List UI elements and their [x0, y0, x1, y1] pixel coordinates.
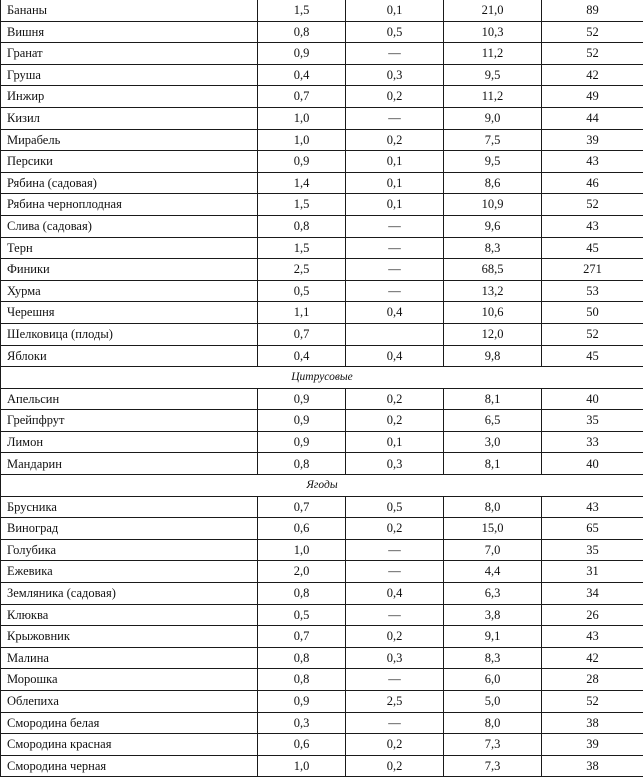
- carbs-cell: 68,5: [444, 259, 542, 281]
- protein-cell: 0,9: [258, 431, 346, 453]
- table-row: [1, 755, 643, 777]
- fat-cell: 0,4: [346, 302, 444, 324]
- fat-cell: 0,1: [346, 194, 444, 216]
- protein-cell: 0,9: [258, 691, 346, 713]
- fat-cell: —: [346, 561, 444, 583]
- carbs-cell: 6,5: [444, 410, 542, 432]
- product-name-cell: Смородина белая: [1, 712, 258, 734]
- table-row: [1, 453, 643, 475]
- product-name-cell: Кизил: [1, 107, 258, 129]
- carbs-cell: 8,0: [444, 496, 542, 518]
- protein-cell: 0,7: [258, 86, 346, 108]
- section-title: Ягоды: [1, 475, 643, 497]
- fat-cell: [346, 323, 444, 345]
- table-row: [1, 280, 643, 302]
- fat-cell: 0,5: [346, 21, 444, 43]
- carbs-cell: 8,0: [444, 712, 542, 734]
- protein-cell: 0,6: [258, 734, 346, 756]
- fat-cell: 0,2: [346, 518, 444, 540]
- product-name-cell: Вишня: [1, 21, 258, 43]
- product-name-cell: Персики: [1, 151, 258, 173]
- product-name-cell: Облепиха: [1, 691, 258, 713]
- table-row: [1, 237, 643, 259]
- fat-cell: 0,4: [346, 583, 444, 605]
- product-name-cell: Голубика: [1, 539, 258, 561]
- kcal-cell: 35: [542, 410, 643, 432]
- table-row: [1, 604, 643, 626]
- table-row: [1, 151, 643, 173]
- table-row: [1, 194, 643, 216]
- carbs-cell: 3,8: [444, 604, 542, 626]
- kcal-cell: 39: [542, 734, 643, 756]
- table-row: [1, 712, 643, 734]
- carbs-cell: 3,0: [444, 431, 542, 453]
- fat-cell: —: [346, 43, 444, 65]
- protein-cell: 1,0: [258, 755, 346, 777]
- product-name-cell: Терн: [1, 237, 258, 259]
- kcal-cell: 52: [542, 323, 643, 345]
- kcal-cell: 42: [542, 64, 643, 86]
- kcal-cell: 52: [542, 194, 643, 216]
- kcal-cell: 52: [542, 691, 643, 713]
- table-row: [1, 21, 643, 43]
- kcal-cell: 43: [542, 496, 643, 518]
- carbs-cell: 9,5: [444, 64, 542, 86]
- fat-cell: 0,2: [346, 388, 444, 410]
- kcal-cell: 35: [542, 539, 643, 561]
- product-name-cell: Крыжовник: [1, 626, 258, 648]
- table-row: [1, 107, 643, 129]
- kcal-cell: 45: [542, 345, 643, 367]
- protein-cell: 0,7: [258, 323, 346, 345]
- product-name-cell: Рябина черноплодная: [1, 194, 258, 216]
- kcal-cell: 42: [542, 647, 643, 669]
- carbs-cell: 11,2: [444, 86, 542, 108]
- fat-cell: —: [346, 669, 444, 691]
- protein-cell: 0,4: [258, 345, 346, 367]
- kcal-cell: 46: [542, 172, 643, 194]
- protein-cell: 1,5: [258, 237, 346, 259]
- carbs-cell: 8,3: [444, 237, 542, 259]
- protein-cell: 0,8: [258, 21, 346, 43]
- kcal-cell: 40: [542, 388, 643, 410]
- table-row: [1, 302, 643, 324]
- protein-cell: 0,8: [258, 583, 346, 605]
- table-row: [1, 669, 643, 691]
- fat-cell: 0,3: [346, 647, 444, 669]
- carbs-cell: 9,6: [444, 215, 542, 237]
- protein-cell: 0,8: [258, 669, 346, 691]
- product-name-cell: Брусника: [1, 496, 258, 518]
- carbs-cell: 9,8: [444, 345, 542, 367]
- product-name-cell: Слива (садовая): [1, 215, 258, 237]
- protein-cell: 0,4: [258, 64, 346, 86]
- kcal-cell: 89: [542, 0, 643, 21]
- fat-cell: —: [346, 215, 444, 237]
- carbs-cell: 12,0: [444, 323, 542, 345]
- table-row: [1, 518, 643, 540]
- carbs-cell: 15,0: [444, 518, 542, 540]
- table-row: [1, 43, 643, 65]
- kcal-cell: 33: [542, 431, 643, 453]
- carbs-cell: 21,0: [444, 0, 542, 21]
- product-name-cell: Земляника (садовая): [1, 583, 258, 605]
- table-row: [1, 561, 643, 583]
- kcal-cell: 45: [542, 237, 643, 259]
- protein-cell: 0,3: [258, 712, 346, 734]
- protein-cell: 0,7: [258, 626, 346, 648]
- table-row: [1, 734, 643, 756]
- protein-cell: 1,5: [258, 0, 346, 21]
- product-name-cell: Апельсин: [1, 388, 258, 410]
- product-name-cell: Груша: [1, 64, 258, 86]
- carbs-cell: 6,0: [444, 669, 542, 691]
- fat-cell: 0,2: [346, 129, 444, 151]
- carbs-cell: 11,2: [444, 43, 542, 65]
- table-row: [1, 64, 643, 86]
- fat-cell: 0,2: [346, 410, 444, 432]
- fat-cell: 0,2: [346, 86, 444, 108]
- kcal-cell: 271: [542, 259, 643, 281]
- carbs-cell: 10,9: [444, 194, 542, 216]
- fat-cell: —: [346, 259, 444, 281]
- table-row: [1, 259, 643, 281]
- table-row: [1, 539, 643, 561]
- fat-cell: 0,1: [346, 431, 444, 453]
- protein-cell: 1,5: [258, 194, 346, 216]
- table-row: [1, 431, 643, 453]
- carbs-cell: 7,5: [444, 129, 542, 151]
- carbs-cell: 7,3: [444, 755, 542, 777]
- kcal-cell: 44: [542, 107, 643, 129]
- fat-cell: 0,2: [346, 626, 444, 648]
- protein-cell: 0,6: [258, 518, 346, 540]
- table-row: [1, 691, 643, 713]
- kcal-cell: 40: [542, 453, 643, 475]
- product-name-cell: Хурма: [1, 280, 258, 302]
- carbs-cell: 7,3: [444, 734, 542, 756]
- kcal-cell: 38: [542, 712, 643, 734]
- fat-cell: —: [346, 280, 444, 302]
- protein-cell: 1,0: [258, 539, 346, 561]
- protein-cell: 1,0: [258, 129, 346, 151]
- fat-cell: 0,3: [346, 64, 444, 86]
- kcal-cell: 31: [542, 561, 643, 583]
- product-name-cell: Мирабель: [1, 129, 258, 151]
- nutrition-table-body: [1, 0, 643, 777]
- protein-cell: 0,5: [258, 280, 346, 302]
- product-name-cell: Клюква: [1, 604, 258, 626]
- kcal-cell: 52: [542, 43, 643, 65]
- fat-cell: —: [346, 604, 444, 626]
- table-row: [1, 388, 643, 410]
- kcal-cell: 43: [542, 215, 643, 237]
- product-name-cell: Смородина красная: [1, 734, 258, 756]
- protein-cell: 0,9: [258, 388, 346, 410]
- kcal-cell: 28: [542, 669, 643, 691]
- product-name-cell: Яблоки: [1, 345, 258, 367]
- carbs-cell: 9,5: [444, 151, 542, 173]
- fat-cell: —: [346, 107, 444, 129]
- product-name-cell: Смородина черная: [1, 755, 258, 777]
- product-name-cell: Инжир: [1, 86, 258, 108]
- table-row: [1, 215, 643, 237]
- kcal-cell: 43: [542, 626, 643, 648]
- product-name-cell: Финики: [1, 259, 258, 281]
- protein-cell: 2,0: [258, 561, 346, 583]
- table-row: [1, 496, 643, 518]
- table-row: [1, 345, 643, 367]
- carbs-cell: 10,6: [444, 302, 542, 324]
- fat-cell: 0,3: [346, 453, 444, 475]
- kcal-cell: 49: [542, 86, 643, 108]
- fat-cell: 2,5: [346, 691, 444, 713]
- table-row: [1, 626, 643, 648]
- kcal-cell: 53: [542, 280, 643, 302]
- fat-cell: 0,1: [346, 151, 444, 173]
- kcal-cell: 34: [542, 583, 643, 605]
- product-name-cell: Грейпфрут: [1, 410, 258, 432]
- kcal-cell: 52: [542, 21, 643, 43]
- table-row: [1, 86, 643, 108]
- carbs-cell: 8,3: [444, 647, 542, 669]
- section-header-row: [1, 475, 643, 497]
- carbs-cell: 9,0: [444, 107, 542, 129]
- carbs-cell: 8,6: [444, 172, 542, 194]
- product-name-cell: Морошка: [1, 669, 258, 691]
- carbs-cell: 8,1: [444, 453, 542, 475]
- carbs-cell: 9,1: [444, 626, 542, 648]
- fat-cell: 0,4: [346, 345, 444, 367]
- product-name-cell: Черешня: [1, 302, 258, 324]
- table-row: [1, 410, 643, 432]
- carbs-cell: 4,4: [444, 561, 542, 583]
- table-row: [1, 129, 643, 151]
- section-header-row: [1, 367, 643, 389]
- fat-cell: 0,2: [346, 755, 444, 777]
- carbs-cell: 8,1: [444, 388, 542, 410]
- protein-cell: 0,7: [258, 496, 346, 518]
- protein-cell: 1,1: [258, 302, 346, 324]
- protein-cell: 0,9: [258, 151, 346, 173]
- product-name-cell: Виноград: [1, 518, 258, 540]
- fat-cell: —: [346, 712, 444, 734]
- table-row: [1, 172, 643, 194]
- carbs-cell: 7,0: [444, 539, 542, 561]
- table-row: [1, 323, 643, 345]
- carbs-cell: 10,3: [444, 21, 542, 43]
- product-name-cell: Лимон: [1, 431, 258, 453]
- kcal-cell: 38: [542, 755, 643, 777]
- kcal-cell: 39: [542, 129, 643, 151]
- kcal-cell: 26: [542, 604, 643, 626]
- protein-cell: 1,4: [258, 172, 346, 194]
- product-name-cell: Малина: [1, 647, 258, 669]
- protein-cell: 1,0: [258, 107, 346, 129]
- table-row: [1, 0, 643, 21]
- protein-cell: 0,5: [258, 604, 346, 626]
- fat-cell: 0,1: [346, 172, 444, 194]
- section-title: Цитрусовые: [1, 367, 643, 389]
- protein-cell: 0,9: [258, 410, 346, 432]
- fat-cell: 0,1: [346, 0, 444, 21]
- kcal-cell: 43: [542, 151, 643, 173]
- carbs-cell: 6,3: [444, 583, 542, 605]
- carbs-cell: 13,2: [444, 280, 542, 302]
- product-name-cell: Шелковица (плоды): [1, 323, 258, 345]
- protein-cell: 0,9: [258, 43, 346, 65]
- kcal-cell: 50: [542, 302, 643, 324]
- protein-cell: 0,8: [258, 215, 346, 237]
- fat-cell: —: [346, 539, 444, 561]
- carbs-cell: 5,0: [444, 691, 542, 713]
- table-row: [1, 647, 643, 669]
- product-name-cell: Бананы: [1, 0, 258, 21]
- fat-cell: 0,5: [346, 496, 444, 518]
- kcal-cell: 65: [542, 518, 643, 540]
- product-name-cell: Ежевика: [1, 561, 258, 583]
- protein-cell: 0,8: [258, 453, 346, 475]
- fat-cell: 0,2: [346, 734, 444, 756]
- protein-cell: 0,8: [258, 647, 346, 669]
- product-name-cell: Рябина (садовая): [1, 172, 258, 194]
- fat-cell: —: [346, 237, 444, 259]
- product-name-cell: Гранат: [1, 43, 258, 65]
- protein-cell: 2,5: [258, 259, 346, 281]
- table-row: [1, 583, 643, 605]
- product-name-cell: Мандарин: [1, 453, 258, 475]
